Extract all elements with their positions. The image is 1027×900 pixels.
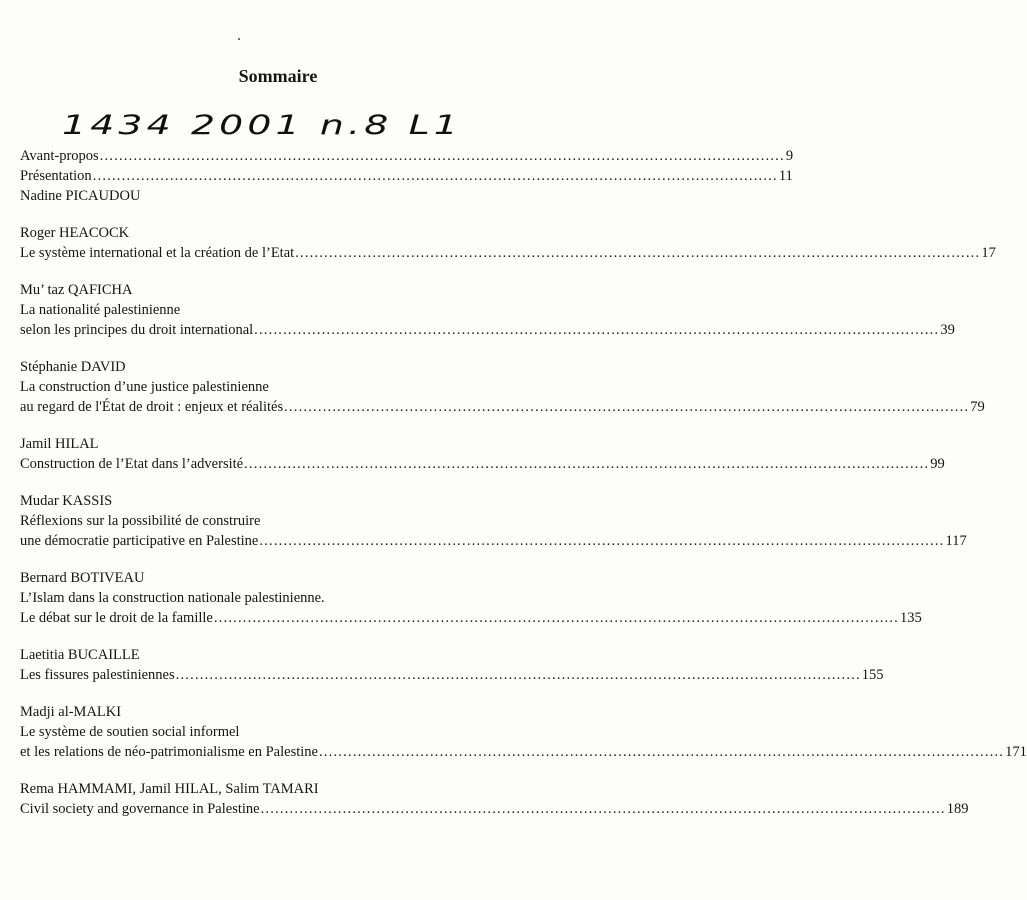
entry-spacer <box>20 685 530 702</box>
toc-item-page: 171 <box>1005 744 1027 760</box>
toc-entries <box>20 206 1027 819</box>
handwritten-annotation <box>62 104 492 144</box>
toc-title-line <box>20 243 996 263</box>
dot-leader: .............................................................................................................................................. <box>175 667 861 683</box>
toc-entry <box>20 685 1027 762</box>
toc-title-line <box>20 454 945 474</box>
toc-author: Stéphanie DAVID <box>20 359 126 375</box>
toc-front-item <box>20 166 793 186</box>
toc-title-line: La construction d’une justice palestinienne <box>20 379 269 395</box>
toc-item-page: 39 <box>940 322 955 338</box>
entry-spacer <box>20 417 530 434</box>
toc-item-title: Avant-propos <box>20 148 99 164</box>
toc-title-line <box>20 799 969 819</box>
toc-title-line <box>20 665 884 685</box>
dot-leader: .............................................................................................................................................. <box>260 801 946 817</box>
page-title: Sommaire <box>238 66 318 86</box>
toc-item-title: Civil society and governance in Palestine <box>20 801 260 817</box>
handwritten-annotation-text: 1434 2001 n.8 L1 <box>62 110 462 141</box>
toc-entry <box>20 551 922 628</box>
toc-front-item <box>20 146 794 166</box>
toc-item-page: 11 <box>778 168 793 184</box>
entry-spacer <box>20 474 530 491</box>
toc-entry <box>20 206 996 263</box>
entry-spacer <box>20 762 530 779</box>
entry-spacer <box>20 628 530 645</box>
toc-entry <box>20 417 945 474</box>
toc-title-line: Le système de soutien social informel <box>20 724 240 740</box>
dot-leader: .............................................................................................................................................. <box>92 168 778 184</box>
dot-leader: .............................................................................................................................................. <box>213 610 900 626</box>
toc-item-title: selon les principes du droit international <box>20 322 254 338</box>
toc-author: Mu’ taz QAFICHA <box>20 282 133 298</box>
toc-title-line <box>20 397 985 417</box>
toc-author: Rema HAMMAMI, Jamil HILAL, Salim TAMARI <box>20 781 319 797</box>
toc-entry <box>20 628 884 685</box>
toc-item-title: et les relations de néo-patrimonialisme en Palestine <box>20 744 318 760</box>
entry-spacer <box>20 263 530 280</box>
dot-leader: .............................................................................................................................................. <box>259 533 945 549</box>
toc-author: Madji al-MALKI <box>20 704 122 720</box>
toc-author: Nadine PICAUDOU <box>20 188 141 204</box>
toc-title-line <box>20 608 922 628</box>
toc-item-title: Présentation <box>20 168 92 184</box>
entry-spacer <box>20 551 530 568</box>
toc-item-page: 9 <box>785 148 794 164</box>
toc-author: Bernard BOTIVEAU <box>20 570 145 586</box>
toc-title-line: L’Islam dans la construction nationale palestinienne. <box>20 590 325 606</box>
dot-leader: .............................................................................................................................................. <box>254 322 940 338</box>
toc-item-title: Le système international et la création de l’Etat <box>20 245 295 261</box>
toc-author: Mudar KASSIS <box>20 493 113 509</box>
entry-spacer <box>20 340 530 357</box>
toc-item-page: 135 <box>900 610 922 626</box>
toc-author: Jamil HILAL <box>20 436 99 452</box>
toc-author: Roger HEACOCK <box>20 225 130 241</box>
toc-item-title: Construction de l’Etat dans l’adversité <box>20 456 244 472</box>
toc-item-page: 189 <box>946 801 969 817</box>
toc-item-page: 155 <box>861 667 884 683</box>
toc-title-line: La nationalité palestinienne <box>20 302 181 318</box>
toc-item-title: Les fissures palestiniennes <box>20 667 175 683</box>
toc-item-title: Le débat sur le droit de la famille <box>20 610 213 626</box>
toc-item-page: 17 <box>981 245 996 261</box>
toc-title-line <box>20 742 1027 762</box>
toc-entry <box>20 474 967 551</box>
toc-item-page: 79 <box>970 399 985 415</box>
dot-leader: .............................................................................................................................................. <box>295 245 981 261</box>
table-of-contents <box>20 146 1027 819</box>
scan-speck <box>238 38 240 40</box>
toc-title-line <box>20 320 955 340</box>
dot-leader: .............................................................................................................................................. <box>99 148 785 164</box>
toc-entry <box>20 263 955 340</box>
toc-entry <box>20 762 969 819</box>
entry-spacer <box>20 206 530 223</box>
toc-item-title: une démocratie participative en Palestine <box>20 533 259 549</box>
dot-leader: .............................................................................................................................................. <box>318 744 1005 760</box>
toc-item-page: 117 <box>945 533 967 549</box>
dot-leader: .............................................................................................................................................. <box>244 456 930 472</box>
toc-title-line: Réflexions sur la possibilité de construire <box>20 513 261 529</box>
toc-item-page: 99 <box>930 456 945 472</box>
toc-author: Laetitia BUCAILLE <box>20 647 140 663</box>
toc-item-title: au regard de l'État de droit : enjeux et réalités <box>20 399 284 415</box>
handwritten-annotation-drawing <box>62 104 492 144</box>
toc-title-line <box>20 531 967 551</box>
toc-entry <box>20 340 985 417</box>
dot-leader: .............................................................................................................................................. <box>284 399 970 415</box>
